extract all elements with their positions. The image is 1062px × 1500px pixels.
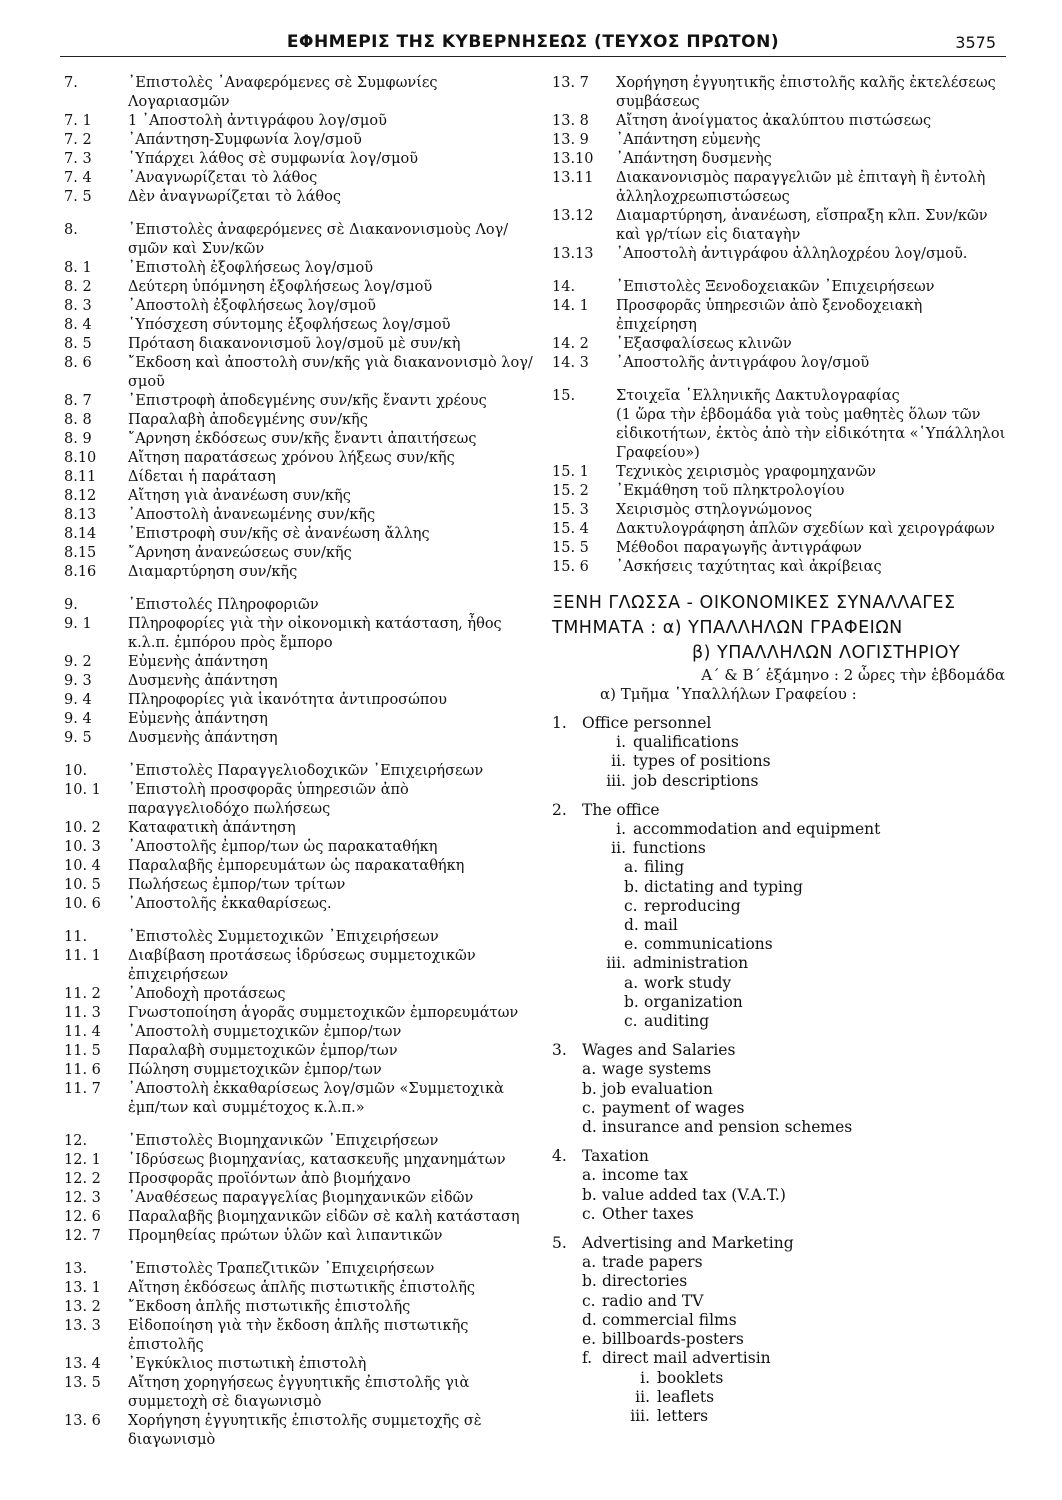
list-item (64, 316, 534, 335)
item-text: ᾿Επιστολὲς ᾿Αναφερόμενες σὲ Συμφωνίες Λογαριασμῶν (128, 75, 438, 110)
list-item (64, 1170, 534, 1189)
item-number: 13.13 (552, 246, 594, 262)
item-text: Εἰδοποίηση γιὰ τὴν ἔκδοση ἁπλῆς πιστωτικῆς ἐπιστολῆς (128, 1318, 469, 1353)
item-text: ᾿Επιστολὲς Τραπεζιτικῶν ᾿Επιχειρήσεων (128, 1261, 435, 1277)
list-item (64, 506, 534, 525)
list-item (64, 653, 534, 672)
item-number: 15. 3 (552, 502, 589, 518)
item-text: Δυσμενὴς ἀπάντηση (128, 673, 278, 689)
item-number: 9. 2 (64, 654, 92, 670)
section-14 (552, 278, 1007, 373)
list-item (64, 947, 534, 985)
item-number: 7. 3 (64, 151, 92, 167)
list-item (552, 207, 1007, 245)
list-item: d. mail (624, 916, 678, 935)
list-item (64, 449, 534, 468)
list-item (552, 354, 1007, 373)
item-text: ᾿Ασκήσεις ταχύτητας καὶ ἀκρίβειας (616, 559, 882, 575)
list-item: iii. administration (606, 954, 749, 973)
item-text: Διακανονισμὸς παραγγελιῶν μὲ ἐπιταγὴ ἢ ἐντολὴ ἀλληλοχρεωπιστώσεως (616, 170, 986, 205)
item-number: 14. 1 (552, 298, 589, 314)
list-item (552, 539, 1007, 558)
list-item (552, 74, 1007, 112)
list-item: i. accommodation and equipment (616, 820, 881, 839)
list-item (64, 112, 534, 131)
item-number: 8. 3 (64, 298, 92, 314)
item-text: ᾿Απάντηση εὐμενὴς (616, 132, 761, 148)
item-number: 12. (64, 1133, 88, 1149)
item-text: 1 ᾿Αποστολὴ ἀντιγράφου λογ/σμοῦ (128, 113, 387, 129)
foreign-language-heading: ΞΕΝΗ ΓΛΩΣΣΑ - ΟΙΚΟΝΟΜΙΚΕΣ ΣΥΝΑΛΛΑΓΕΣ (552, 593, 956, 613)
list-item: c. auditing (624, 1012, 710, 1031)
item-text: Πρόταση διακανονισμοῦ λογ/σμοῦ μὲ συν/κὴ (128, 336, 461, 352)
list-item (64, 1374, 534, 1412)
item-text: Εὐμενὴς ἀπάντηση (128, 654, 268, 670)
list-item (552, 335, 1007, 354)
list-item (64, 1279, 534, 1298)
list-item: i. qualifications (616, 733, 739, 752)
item-number: 10. 4 (64, 858, 101, 874)
item-number: 11. 5 (64, 1043, 101, 1059)
item-text: ᾿Επιστολὲς ἀναφερόμενες σὲ Διακανονισμοὺς Λογ/σμῶν καὶ Συν/κῶν (128, 222, 509, 257)
list-item (64, 819, 534, 838)
list-item (64, 430, 534, 449)
item-number: 9. 1 (64, 616, 92, 632)
item-text: ᾿Επιστολὴ ἐξοφλήσεως λογ/σμοῦ (128, 260, 374, 276)
item-text: Δὲν ἀναγνωρίζεται τὸ λάθος (128, 189, 341, 205)
item-number: 10. (64, 763, 88, 779)
list-item: 2. The office (552, 800, 660, 819)
item-number: 9. 4 (64, 692, 92, 708)
item-text: ᾿Αναγνωρίζεται τὸ λάθος (128, 170, 318, 186)
list-item: e. billboards-posters (582, 1330, 744, 1349)
item-text: ῎Εκδοση ἁπλῆς πιστωτικῆς ἐπιστολῆς (128, 1299, 411, 1315)
list-item (552, 387, 1007, 406)
item-number: 12. 6 (64, 1209, 101, 1225)
list-item: ii. types of positions (611, 752, 771, 771)
item-number: 10. 2 (64, 820, 101, 836)
item-text: Πώληση συμμετοχικῶν ἐμπορ/των (128, 1062, 382, 1078)
list-item (64, 278, 534, 297)
list-item (64, 487, 534, 506)
item-text: Αἴτηση παρατάσεως χρόνου λήξεως συν/κῆς (128, 450, 455, 466)
list-item (64, 691, 534, 710)
item-text: ᾿Αποστολὴ ἀντιγράφου ἀλληλοχρέου λογ/σμοῦ. (616, 246, 968, 262)
item-text: Καταφατικὴ ἀπάντηση (128, 820, 296, 836)
item-text: ᾿Αποστολὴ συμμετοχικῶν ἐμπορ/των (128, 1024, 402, 1040)
list-item (64, 1151, 534, 1170)
item-text: Διαβίβαση προτάσεως ἱδρύσεως συμμετοχικῶν ἐπιχειρήσεων (128, 948, 476, 983)
section-15 (552, 387, 1007, 577)
item-number: 13. 1 (64, 1280, 101, 1296)
item-number: 13.10 (552, 151, 594, 167)
list-item: i. booklets (640, 1368, 724, 1387)
list-item (64, 544, 534, 563)
list-item: b. dictating and typing (624, 877, 803, 896)
item-number: 10. 5 (64, 877, 101, 893)
list-item (64, 729, 534, 748)
office-department-subheading: α) Τμῆμα ῾Υπαλλήλων Γραφείου : (600, 685, 857, 703)
list-item (64, 781, 534, 819)
item-text: ῾Ιδρύσεως βιομηχανίας, κατασκευῆς μηχανημάτων (128, 1152, 506, 1168)
item-text: ᾿Εξασφαλίσεως κλινῶν (616, 336, 792, 352)
item-number: 15. 1 (552, 464, 589, 480)
list-item: a. income tax (582, 1166, 688, 1185)
page-header (60, 30, 1006, 57)
item-number: 8. 6 (64, 355, 92, 371)
item-number: 13.11 (552, 170, 594, 186)
list-item (552, 482, 1007, 501)
item-number: 11. 4 (64, 1024, 101, 1040)
list-item: a. trade papers (582, 1253, 703, 1272)
item-text: Χορήγηση ἐγγυητικῆς ἐπιστολῆς καλῆς ἐκτελέσεως συμβάσεως (616, 75, 996, 110)
list-item (64, 1208, 534, 1227)
item-text: Παραλαβῆς βιομηχανικῶν εἰδῶν σὲ καλὴ κατάσταση (128, 1209, 520, 1225)
item-text: ᾿Επιστροφὴ ἀποδεγμένης συν/κῆς ἔναντι χρέους (128, 393, 487, 409)
item-text: ᾿Εγκύκλιος πιστωτικὴ ἐπιστολὴ (128, 1356, 367, 1372)
right-column (552, 74, 1007, 1426)
item-text: ᾿Αποστολῆς ἐκκαθαρίσεως. (128, 896, 332, 912)
item-number: 8.16 (64, 564, 97, 580)
list-item: b. organization (624, 992, 743, 1011)
semester-hours: Α΄ & Β΄ ἑξάμηνο : 2 ὧρες τὴν ἑβδομάδα (701, 666, 1005, 684)
list-item: a. work study (624, 973, 732, 992)
item-number: 13. 8 (552, 113, 589, 129)
item-number: 11. 2 (64, 986, 101, 1002)
list-item: 4. Taxation (552, 1147, 649, 1166)
item-text: ᾿Αναθέσεως παραγγελίας βιομηχανικῶν εἰδῶν (128, 1190, 474, 1206)
departments-heading: ΤΜΗΜΑΤΑ : α) ΥΠΑΛΛΗΛΩΝ ΓΡΑΦΕΙΩΝ (552, 618, 903, 638)
item-number: 13. 5 (64, 1375, 101, 1391)
item-number: 15. 5 (552, 540, 589, 556)
item-number: 9. (64, 597, 78, 613)
section-12 (64, 1132, 534, 1246)
item-number: 7. 2 (64, 132, 92, 148)
item-text: Στοιχεῖα ῾Ελληνικῆς Δακτυλογραφίας (616, 388, 900, 404)
item-number: 9. 5 (64, 730, 92, 746)
list-item (64, 1412, 534, 1450)
list-item (552, 278, 1007, 297)
item-text: ᾿Αποστολῆς ἐμπορ/των ὡς παρακαταθήκη (128, 839, 438, 855)
list-item: b. directories (582, 1272, 688, 1291)
list-item (64, 1023, 534, 1042)
list-item (64, 297, 534, 316)
section-11 (64, 928, 534, 1118)
item-number: 12. 7 (64, 1228, 101, 1244)
list-item (64, 354, 534, 392)
list-item (64, 838, 534, 857)
item-text: ῎Αρνηση ἐκδόσεως συν/κῆς ἔναντι ἀπαιτήσεως (128, 431, 477, 447)
list-item: ii. functions (611, 839, 706, 858)
item-text: ᾿Αποστολὴ ἀνανεωμένης συν/κῆς (128, 507, 376, 523)
item-text: ᾿Επιστροφὴ συν/κῆς σὲ ἀνανέωση ἄλλης (128, 526, 430, 542)
item-text: ᾿Επιστολὲς Παραγγελιοδοχικῶν ᾿Επιχειρήσεων (128, 763, 484, 779)
item-number: 7. (64, 75, 78, 91)
section-7 (64, 74, 534, 207)
item-number: 12. 1 (64, 1152, 101, 1168)
item-text: Αἴτηση χορηγήσεως ἐγγυητικῆς ἐπιστολῆς γιὰ συμμετοχὴ σὲ διαγωνισμὸ (128, 1375, 470, 1410)
list-item (64, 563, 534, 582)
item-text: Αἴτηση ἀνοίγματος ἀκαλύπτου πιστώσεως (616, 113, 932, 129)
item-number: 8. (64, 222, 78, 238)
item-text: Δυσμενὴς ἀπάντηση (128, 730, 278, 746)
list-item (552, 131, 1007, 150)
list-item: c. reproducing (624, 896, 741, 915)
item-number: 13. 9 (552, 132, 589, 148)
item-number: 7. 4 (64, 170, 92, 186)
item-number: 8. 2 (64, 279, 92, 295)
item-number: 15. (552, 388, 576, 404)
item-number: 12. 2 (64, 1171, 101, 1187)
list-item: b. value added tax (V.A.T.) (582, 1185, 786, 1204)
item-number: 11. 3 (64, 1005, 101, 1021)
item-text: Πωλήσεως ἐμπορ/των τρίτων (128, 877, 346, 893)
item-number: 8. 4 (64, 317, 92, 333)
item-number: 8. 9 (64, 431, 92, 447)
list-item: 1. Office personnel (552, 714, 712, 732)
list-item: 3. Wages and Salaries (552, 1041, 736, 1060)
item-text: ᾿Εκμάθηση τοῦ πληκτρολογίου (616, 483, 845, 499)
section-13 (64, 1260, 534, 1450)
list-item (64, 1260, 534, 1279)
item-number: 14. (552, 279, 576, 295)
item-text: Παραλαβῆς ἐμπορευμάτων ὡς παρακαταθήκη (128, 858, 465, 874)
item-text: Πληροφορίες γιὰ ἱκανότητα ἀντιπροσώπου (128, 692, 447, 708)
item-number (552, 406, 616, 463)
list-item: f. direct mail advertisin (582, 1349, 771, 1368)
list-item (64, 131, 534, 150)
list-item (64, 468, 534, 487)
list-item: ii. leaflets (635, 1387, 715, 1406)
list-item (64, 672, 534, 691)
list-item (64, 596, 534, 615)
list-item (64, 169, 534, 188)
item-text: ῎Εκδοση καὶ ἀποστολὴ συν/κῆς γιὰ διακανονισμὸ λογ/σμοῦ (128, 355, 533, 390)
list-item (64, 150, 534, 169)
item-number: 11. 6 (64, 1062, 101, 1078)
list-item (64, 411, 534, 430)
list-item (64, 1355, 534, 1374)
item-text: Αἴτηση γιὰ ἀνανέωση συν/κῆς (128, 488, 351, 504)
item-text: Διαμαρτύρηση συν/κῆς (128, 564, 298, 580)
item-text: ᾿Επιστολὴ προσφορᾶς ὑπηρεσιῶν ἀπὸ παραγγελιοδόχο πωλήσεως (128, 782, 409, 817)
list-item (552, 150, 1007, 169)
item-text: ᾿Αποστολῆς ἀντιγράφου λογ/σμοῦ (616, 355, 870, 371)
list-item (64, 1227, 534, 1246)
item-text: ῾Υπάρχει λάθος σὲ συμφωνία λογ/σμοῦ (128, 151, 419, 167)
item-number: 8. 5 (64, 336, 92, 352)
list-item (552, 501, 1007, 520)
item-number: 7. 5 (64, 189, 92, 205)
item-text: ᾿Αποστολὴ ἐκκαθαρίσεως λογ/σμῶν «Συμμετοχικὰ ἐμπ/των καὶ συμμέτοχος κ.λ.π.» (128, 1081, 504, 1116)
item-number: 11. 1 (64, 948, 101, 964)
item-text: ᾿Αποστολὴ ἐξοφλήσεως λογ/σμοῦ (128, 298, 376, 314)
item-number: 13.12 (552, 208, 594, 224)
item-number: 8. 1 (64, 260, 92, 276)
list-item (64, 392, 534, 411)
list-item: iii. letters (630, 1406, 709, 1425)
item-text: Χορήγηση ἐγγυητικῆς ἐπιστολῆς συμμετοχῆς σὲ διαγωνισμὸ (128, 1413, 482, 1448)
item-number: 9. 4 (64, 711, 92, 727)
accounting-department-heading: β) ΥΠΑΛΛΗΛΩΝ ΛΟΓΙΣΤΗΡΙΟΥ (692, 643, 961, 663)
list-item (552, 463, 1007, 482)
list-item: b. job evaluation (582, 1079, 713, 1098)
item-number: 8.14 (64, 526, 97, 542)
list-item (64, 710, 534, 729)
list-item: d. insurance and pension schemes (582, 1118, 853, 1137)
item-number: 13. 6 (64, 1413, 101, 1429)
item-number: 8.12 (64, 488, 97, 504)
list-item (64, 1317, 534, 1355)
list-item (64, 762, 534, 781)
list-item (64, 1061, 534, 1080)
section-13-continued (552, 74, 1007, 264)
item-text: ᾿Επιστολὲς Ξενοδοχειακῶν ᾿Επιχειρήσεων (616, 279, 935, 295)
item-number: 11. (64, 929, 88, 945)
list-item: a. wage systems (582, 1060, 712, 1079)
item-text: ᾿Απάντηση-Συμφωνία λογ/σμοῦ (128, 132, 362, 148)
list-item (64, 615, 534, 653)
list-item (64, 1080, 534, 1118)
list-item (552, 112, 1007, 131)
item-text: ᾿Επιστολὲς Συμμετοχικῶν ᾿Επιχειρήσεων (128, 929, 439, 945)
item-number: 14. 2 (552, 336, 589, 352)
list-item (552, 558, 1007, 577)
item-text: (1 ὥρα τὴν ἑβδομάδα γιὰ τοὺς μαθητὲς ὅλων τῶν εἰδικοτήτων, ἐκτὸς ἀπὸ τὴν εἰδικότητα «῾Υπάλληλοι Γραφείου») (616, 407, 1006, 461)
list-item: d. commercial films (582, 1310, 737, 1329)
item-number: 13. 2 (64, 1299, 101, 1315)
item-text: ᾿Αποδοχὴ προτάσεως (128, 986, 286, 1002)
item-number: 15. 2 (552, 483, 589, 499)
section-9 (64, 596, 534, 748)
list-item (64, 928, 534, 947)
list-item (64, 1004, 534, 1023)
item-text: Μέθοδοι παραγωγῆς ἀντιγράφων (616, 540, 862, 556)
item-number: 8.13 (64, 507, 97, 523)
item-text: Τεχνικὸς χειρισμὸς γραφομηχανῶν (616, 464, 876, 480)
item-text: Προσφορᾶς ὑπηρεσιῶν ἀπὸ ξενοδοχειακὴ ἐπιχείρηση (616, 298, 923, 333)
list-item: iii. job descriptions (606, 771, 759, 790)
item-number: 8.11 (64, 469, 97, 485)
item-number: 10. 1 (64, 782, 101, 798)
item-text: Διαμαρτύρηση, ἀνανέωση, εἴσπραξη κλπ. Συν/κῶν καὶ γρ/τίων εἰς διαταγὴν (616, 208, 988, 243)
item-text: ᾿Απάντηση δυσμενὴς (616, 151, 772, 167)
item-number: 8.10 (64, 450, 97, 466)
list-item (64, 876, 534, 895)
item-number: 13. (64, 1261, 88, 1277)
list-item (64, 259, 534, 278)
item-number: 8. 8 (64, 412, 92, 428)
item-text: Δίδεται ἡ παράταση (128, 469, 276, 485)
item-number: 15. 6 (552, 559, 589, 575)
item-text: ῎Αρνηση ἀνανεώσεως συν/κῆς (128, 545, 352, 561)
list-item (64, 1298, 534, 1317)
item-number: 10. 6 (64, 896, 101, 912)
item-number: 8. 7 (64, 393, 92, 409)
item-number: 13. 4 (64, 1356, 101, 1372)
item-number: 7. 1 (64, 113, 92, 129)
item-number: 10. 3 (64, 839, 101, 855)
item-text: Προμηθείας πρώτων ὑλῶν καὶ λιπαντικῶν (128, 1228, 443, 1244)
list-item (64, 1132, 534, 1151)
list-item: a. filing (624, 858, 685, 877)
item-text: Προσφορᾶς προϊόντων ἀπὸ βιομήχανο (128, 1171, 411, 1187)
list-item (552, 245, 1007, 264)
list-item (552, 406, 1007, 463)
item-text: Εὐμενὴς ἀπάντηση (128, 711, 268, 727)
list-item (64, 188, 534, 207)
item-text: Δεύτερη ὑπόμνηση ἐξοφλήσεως λογ/σμοῦ (128, 279, 433, 295)
list-item (64, 985, 534, 1004)
item-text: Πληροφορίες γιὰ τὴν οἰκονομικὴ κατάσταση, ἦθος κ.λ.π. ἐμπόρου πρὸς ἔμπορο (128, 616, 502, 651)
list-item: e. communications (624, 935, 773, 954)
list-item (64, 895, 534, 914)
item-text: ᾿Επιστολές Πληροφοριῶν (128, 597, 319, 613)
item-text: Δακτυλογράφηση ἁπλῶν σχεδίων καὶ χειρογράφων (616, 521, 995, 537)
list-item (64, 221, 534, 259)
list-item: c. radio and TV (582, 1291, 704, 1310)
item-text: Γνωστοποίηση ἀγορᾶς συμμετοχικῶν ἐμπορευμάτων (128, 1005, 519, 1021)
section-8 (64, 221, 534, 582)
page-number: 3575 (955, 33, 996, 52)
item-text: ῾Υπόσχεση σύντομης ἐξοφλήσεως λογ/σμοῦ (128, 317, 451, 333)
list-item: c. payment of wages (582, 1098, 745, 1117)
item-text: ᾿Επιστολὲς Βιομηχανικῶν ᾿Επιχειρήσεων (128, 1133, 439, 1149)
item-number: 8.15 (64, 545, 97, 561)
english-syllabus (552, 714, 1007, 1426)
item-number: 9. 3 (64, 673, 92, 689)
list-item (552, 297, 1007, 335)
list-item (64, 525, 534, 544)
item-number: 15. 4 (552, 521, 589, 537)
list-item (64, 1042, 534, 1061)
list-item (64, 335, 534, 354)
list-item (64, 1189, 534, 1208)
item-number: 14. 3 (552, 355, 589, 371)
list-item (552, 520, 1007, 539)
list-item (64, 74, 534, 112)
item-number: 11. 7 (64, 1081, 101, 1097)
list-item (64, 857, 534, 876)
item-text: Παραλαβὴ ἀποδεγμένης συν/κῆς (128, 412, 368, 428)
left-column (64, 74, 534, 1450)
section-10 (64, 762, 534, 914)
item-text: Χειρισμὸς στηλογνώμονος (616, 502, 813, 518)
item-number: 13. 3 (64, 1318, 101, 1334)
list-item: 5. Advertising and Marketing (552, 1234, 794, 1253)
gazette-title: ΕΦΗΜΕΡΙΣ ΤΗΣ ΚΥΒΕΡΝΗΣΕΩΣ (ΤΕΥΧΟΣ ΠΡΩΤΟΝ) (286, 32, 780, 52)
list-item: c. Other taxes (582, 1204, 694, 1223)
item-text: Αἴτηση ἐκδόσεως ἁπλῆς πιστωτικῆς ἐπιστολῆς (128, 1280, 476, 1296)
item-number: 13. 7 (552, 75, 589, 91)
list-item (552, 169, 1007, 207)
item-number: 12. 3 (64, 1190, 101, 1206)
item-text: Παραλαβὴ συμμετοχικῶν ἐμπορ/των (128, 1043, 398, 1059)
